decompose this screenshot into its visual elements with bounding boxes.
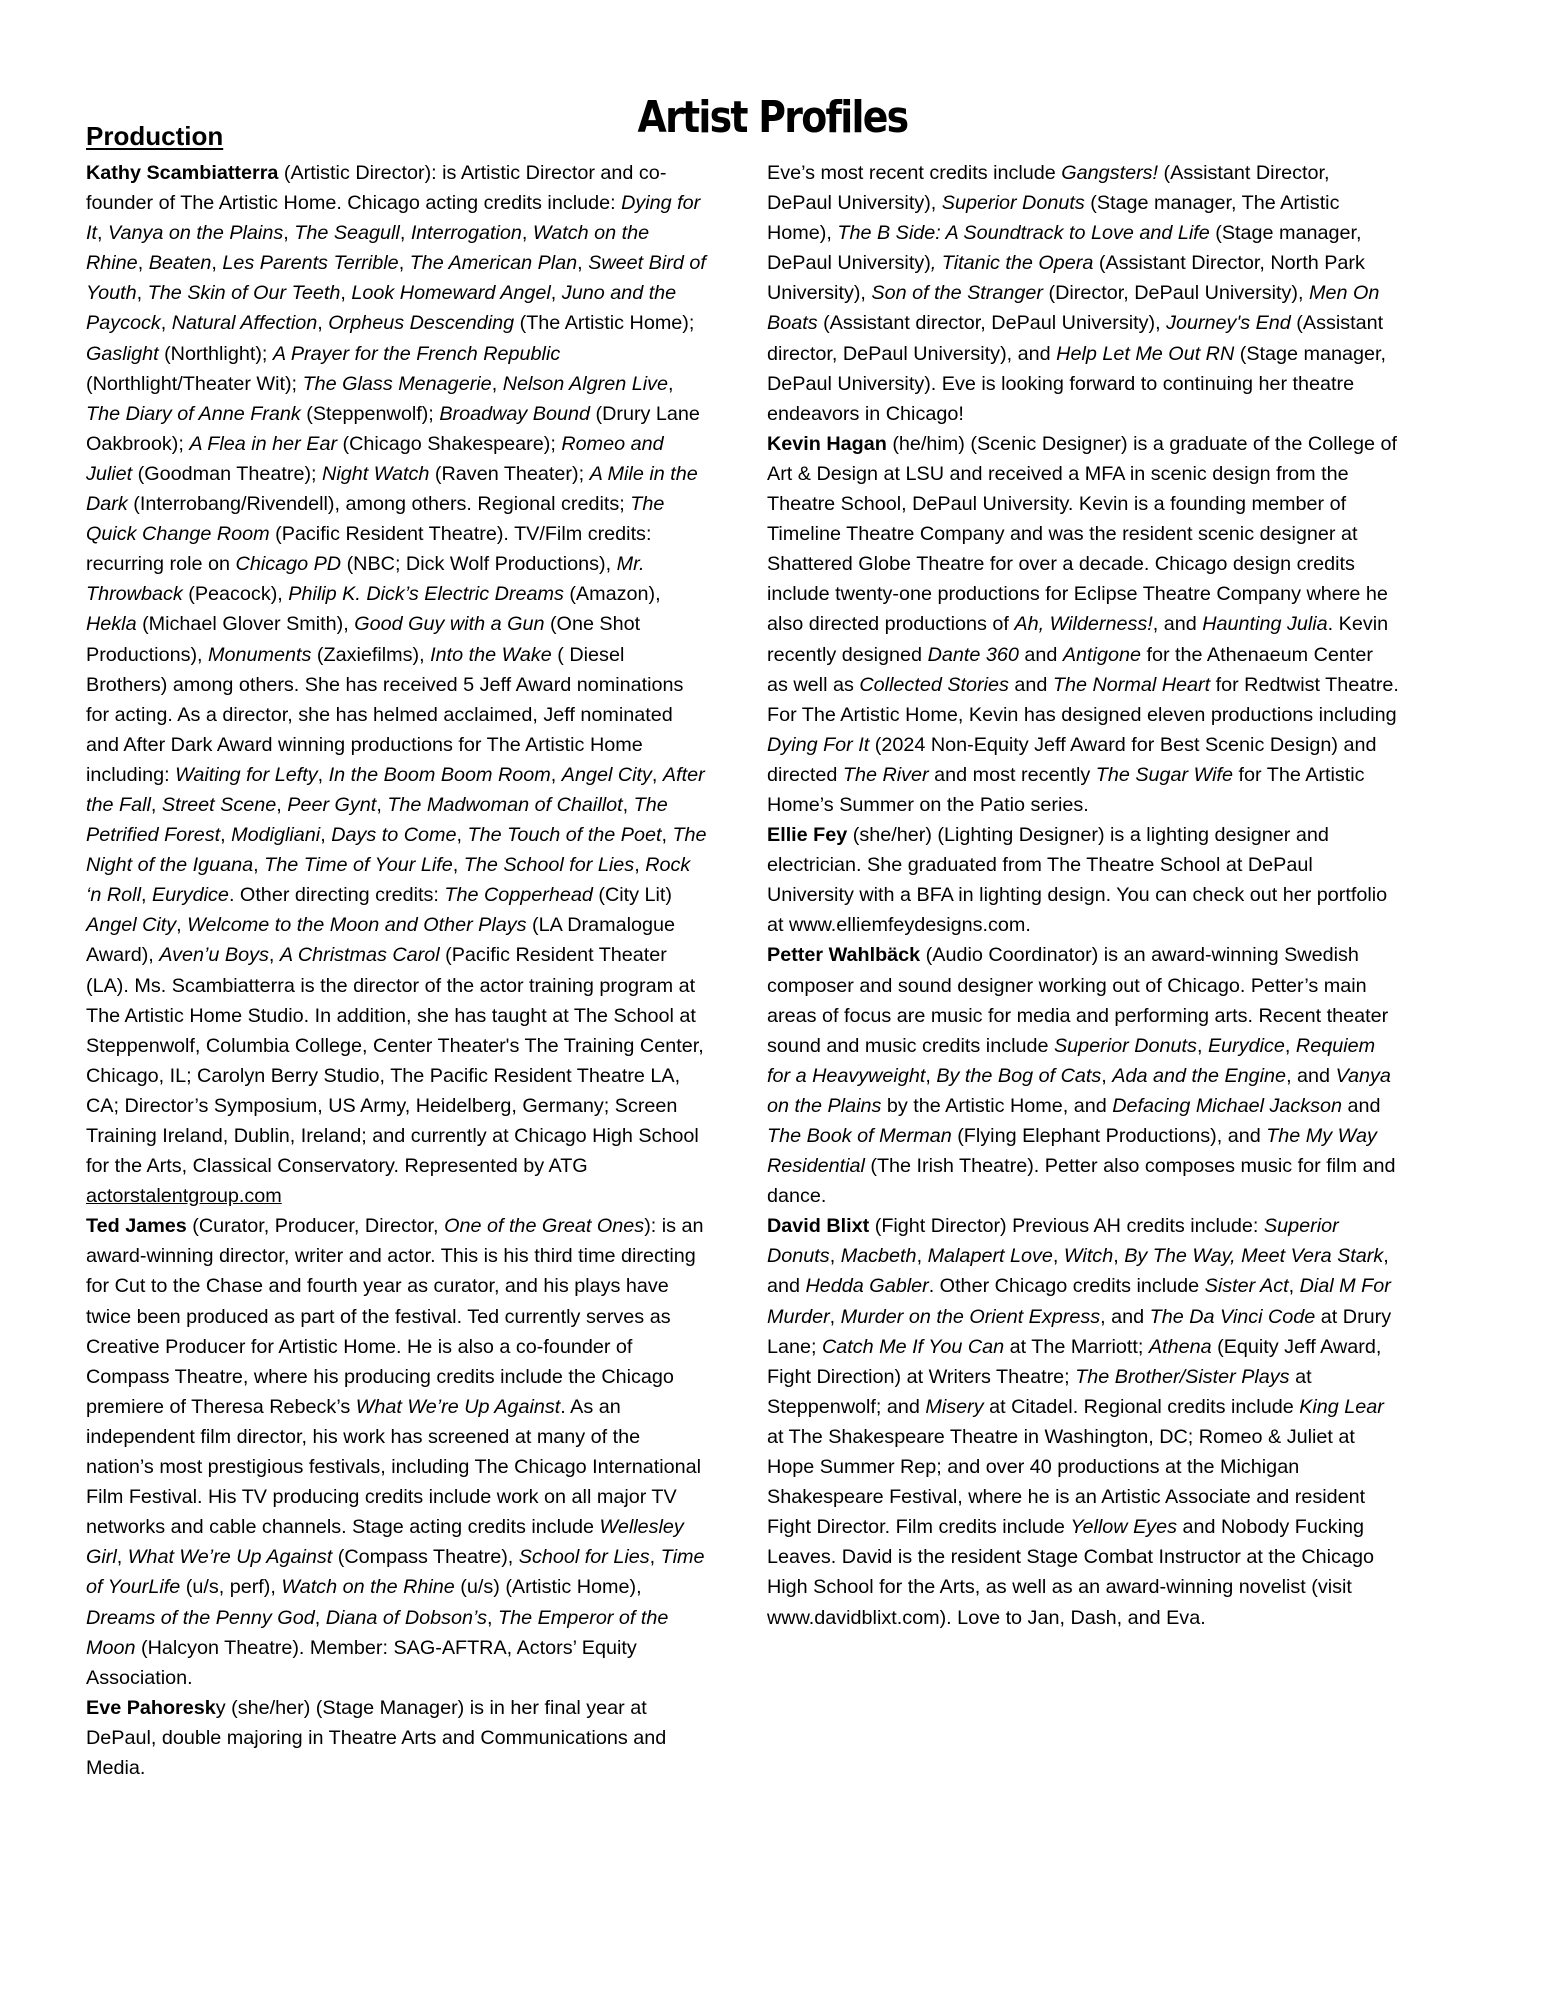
- bio-text: at The Shakespeare Theatre in Washington, DC; Romeo & Juliet at Hope Summer Rep; and over 40 productions at the Michigan Shakespeare Festival, where he is an Artistic Associate and resident Fight Director. Film credits include: [767, 1425, 1366, 1539]
- bio-text: (LA Dramalogue Award),: [86, 914, 675, 967]
- bio-text: (Pacific Resident Theatre). TV/Film credits: recurring role on: [86, 523, 652, 576]
- credit-title: Nelson Algren Live: [502, 372, 668, 395]
- artist-name: Eve Pahoresk: [86, 1696, 216, 1719]
- credit-title: , Titanic the Opera: [930, 252, 1094, 275]
- credit-title: The Book of Merman: [767, 1125, 952, 1147]
- credit-title: King Lear: [1299, 1395, 1384, 1418]
- credit-title: Philip K. Dick’s Electric Dreams: [288, 583, 564, 606]
- bio-text: ,: [1052, 1245, 1064, 1268]
- bio-text: ,: [317, 312, 329, 335]
- bio-text: (Assistant director, DePaul University),: [817, 312, 1167, 335]
- bio-text: y (she/her) (Stage Manager) is in her final year at DePaul, double majoring in Theatre Arts and Communications and Media.: [86, 1696, 667, 1779]
- credit-title: The Brother/Sister Plays: [1075, 1365, 1290, 1388]
- credit-title: The Sugar Wife: [1095, 763, 1234, 786]
- credit-title: School for Lies: [518, 1546, 650, 1569]
- credit-title: Monuments: [208, 643, 312, 666]
- bio-text: (City Lit): [592, 884, 673, 907]
- credit-title: Superior Donuts: [767, 1215, 1339, 1268]
- bio-text: ,: [220, 824, 232, 847]
- bio-text: ,: [829, 1245, 841, 1268]
- bio-text: , and: [1100, 1305, 1150, 1328]
- credit-title: Watch on the Rhine: [86, 222, 650, 275]
- bio-text: (Stage manager, DePaul University): [767, 222, 1362, 275]
- artist-name: Kevin Hagan: [767, 432, 887, 455]
- bio-text: ,: [320, 824, 332, 847]
- artist-name: David Blixt: [767, 1215, 870, 1238]
- bio-text: ,: [1101, 1064, 1113, 1087]
- credit-title: Misery: [925, 1395, 984, 1418]
- bio-text: (One Shot Productions),: [86, 613, 641, 666]
- credit-title: Juno and the Paycock: [86, 282, 677, 335]
- bio-text: ,: [136, 282, 148, 305]
- credit-title: Dying for It: [86, 192, 701, 245]
- bio-text: (Pacific Resident Theater (LA). Ms. Scambiatterra is the director of the actor training program at The Artistic Home Studio. In addition, she has taught at The School at Steppenwolf, Columbia College, Center Theater's The Training Center, Chicago, IL; Carolyn Berry Studio, The Pacific Resident Theatre LA, CA; Director’s Symposium, US Army, Heidelberg, Germany; Screen Training Ireland, Dublin, Ireland; and currently at Chicago High School for the Arts, Classical Conservatory. Represented by ATG: [86, 944, 704, 1178]
- credit-title: Time of YourLife: [86, 1546, 705, 1599]
- artist-bio: [767, 158, 1399, 429]
- bio-text: ,: [314, 1606, 326, 1629]
- bio-text: (Assistant director, DePaul University), and: [767, 312, 1384, 365]
- credit-title: The Quick Change Room: [86, 493, 665, 546]
- bio-text: , and: [1286, 1064, 1336, 1087]
- credit-title: The Diary of Anne Frank: [86, 402, 301, 425]
- credit-title: Into the Wake: [430, 643, 552, 666]
- bio-text: ,: [340, 282, 352, 305]
- credit-title: Vanya on the Plains: [108, 222, 284, 245]
- artist-bio: [767, 940, 1399, 1211]
- bio-text: ,: [140, 884, 152, 907]
- artist-bio: [86, 158, 708, 1211]
- bio-text: (Drury Lane Oakbrook);: [86, 402, 700, 455]
- credit-title: Yellow Eyes: [1070, 1516, 1178, 1539]
- credit-title: Good Guy with a Gun: [354, 613, 545, 636]
- bio-text: ,: [452, 854, 464, 877]
- credit-title: Dial M For Murder: [767, 1275, 1391, 1328]
- credit-title: Defacing Michael Jackson: [1112, 1094, 1343, 1117]
- bio-text: ,: [487, 1606, 498, 1629]
- credit-title: Days to Come: [331, 824, 457, 847]
- bio-text: ,: [577, 252, 589, 275]
- bio-text: ,: [661, 824, 673, 847]
- credit-title: Sister Act: [1204, 1275, 1289, 1298]
- bio-text: at Steppenwolf; and: [767, 1365, 1312, 1418]
- credit-title: The My Way Residential: [767, 1125, 1377, 1178]
- bio-text: ,: [376, 793, 388, 816]
- bio-text: ,: [550, 763, 562, 786]
- bio-text: and: [1008, 673, 1053, 696]
- bio-text: , and: [1152, 613, 1203, 636]
- bio-text: (The Irish Theatre). Petter also composes music for film and dance.: [767, 1155, 1396, 1208]
- artist-name: Kathy Scambiatterra: [86, 162, 279, 184]
- credit-title: The Petrified Forest: [86, 793, 668, 847]
- credit-title: Journey's End: [1166, 312, 1291, 335]
- credit-title: Modigliani: [231, 824, 321, 847]
- website-link[interactable]: actorstalentgroup.com: [86, 1185, 282, 1208]
- credit-title: Look Homeward Angel: [351, 282, 551, 305]
- bio-text: . As an independent film director, his work has screened at many of the nation’s most prestigious festivals, including The Chicago International Film Festival. His TV producing credits include work on all major TV networks and cable channels. Stage acting credits include: [86, 1395, 702, 1539]
- bio-text: ,: [176, 914, 188, 937]
- bio-text: (Northlight/Theater Wit);: [86, 372, 303, 395]
- bio-text: ,: [925, 1064, 937, 1087]
- bio-text: (Chicago Shakespeare);: [337, 432, 562, 455]
- bio-text: ,: [160, 312, 172, 335]
- credit-title: Catch Me If You Can: [822, 1335, 1005, 1358]
- bio-text: at The Marriott;: [1004, 1335, 1149, 1358]
- credit-title: Gangsters!: [1061, 162, 1159, 184]
- credit-title: Hekla: [86, 613, 137, 636]
- bio-text: ,: [97, 222, 108, 245]
- credit-title: Welcome to the Moon and Other Plays: [187, 914, 527, 937]
- credit-title: By the Bog of Cats: [936, 1064, 1102, 1087]
- credit-title: Requiem for a Heavyweight: [767, 1034, 1376, 1087]
- bio-text: (u/s, perf),: [180, 1576, 282, 1599]
- bio-text: (Interrobang/Rivendell), among others. Regional credits;: [127, 493, 631, 516]
- credit-title: Rock ‘n Roll: [86, 854, 691, 907]
- left-column: [86, 158, 708, 1783]
- bio-text: ,: [456, 824, 468, 847]
- credit-title: Night Watch: [322, 462, 430, 485]
- credit-title: Mr. Throwback: [86, 553, 645, 606]
- credit-title: Dreams of the Penny God: [86, 1606, 315, 1629]
- credit-title: Eurydice: [1207, 1034, 1285, 1057]
- bio-text: ): is an award-winning director, writer and actor. This is his third time directing for Cut to the Chase and fourth year as curator, and his plays have twice been produced as part of the festival. Ted currently serves as Creative Producer for Artistic Home. He is also a co-founder of Compass Theatre, where his producing credits include the Chicago premiere of Theresa Rebeck’s: [86, 1215, 704, 1418]
- artist-bio: [767, 429, 1399, 820]
- credit-title: The Seagull: [294, 222, 400, 245]
- credit-title: The B Side: A Soundtrack to Love and Life: [837, 222, 1210, 245]
- bio-text: (Curator, Producer, Director,: [186, 1215, 445, 1238]
- bio-text: for Redtwist Theatre. For The Artistic Home, Kevin has designed eleven productions including: [767, 673, 1399, 726]
- credit-title: Eurydice: [151, 884, 229, 907]
- artist-name: Ted James: [86, 1215, 187, 1238]
- bio-text: and: [1342, 1094, 1381, 1117]
- page-title: Artist Profiles: [637, 92, 908, 143]
- credit-title: Antigone: [1062, 643, 1141, 666]
- credit-title: Men On Boats: [767, 282, 1380, 335]
- credit-title: The Normal Heart: [1052, 673, 1211, 696]
- artist-bio: [767, 820, 1399, 940]
- bio-text: (Northlight);: [158, 342, 273, 365]
- credit-title: Vanya on the Plains: [767, 1064, 1391, 1117]
- bio-text: . Other Chicago credits include: [928, 1275, 1205, 1298]
- credit-title: Haunting Julia: [1202, 613, 1328, 636]
- bio-text: (Compass Theatre),: [332, 1546, 519, 1569]
- credit-title: Sweet Bird of Youth: [86, 252, 706, 305]
- artist-bio: [86, 1693, 708, 1783]
- bio-text: at Citadel. Regional credits include: [983, 1395, 1300, 1418]
- credit-title: In the Boom Boom Room: [328, 763, 551, 786]
- credit-title: Angel City: [561, 763, 652, 786]
- bio-text: and: [1018, 643, 1063, 666]
- credit-title: Street Scene: [161, 793, 277, 816]
- credit-title: Athena: [1148, 1335, 1212, 1358]
- bio-text: ,: [829, 1305, 841, 1328]
- bio-text: and Nobody Fucking Leaves. David is the resident Stage Combat Instructor at the Chicago High School for the Arts, as well as an award-winning novelist (visit www.davidblixt.com). Love to Jan, Dash, and Eva.: [767, 1516, 1374, 1629]
- credit-title: After the Fall: [86, 763, 705, 816]
- credit-title: Ah, Wilderness!: [1014, 613, 1153, 636]
- bio-text: (Director, DePaul University),: [1042, 282, 1309, 305]
- credit-title: Chicago PD: [235, 553, 342, 576]
- credit-title: The Glass Menagerie: [302, 372, 492, 395]
- bio-text: ,: [491, 372, 503, 395]
- credit-title: Les Parents Terrible: [222, 252, 399, 275]
- bio-text: (Zaxiefilms),: [311, 643, 431, 666]
- right-column: [767, 158, 1399, 1633]
- bio-text: ,: [116, 1546, 128, 1569]
- bio-text: (Fight Director) Previous AH credits include:: [869, 1215, 1264, 1238]
- bio-text: (Audio Coordinator) is an award-winning Swedish composer and sound designer working out of Chicago. Petter’s main areas of focus are music for media and performing arts. Recent theater sound and music credits include: [767, 944, 1389, 1057]
- bio-text: (Assistant Director, DePaul University),: [767, 162, 1330, 215]
- credit-title: The American Plan: [409, 252, 578, 275]
- bio-text: ,: [253, 854, 265, 877]
- credit-title: Ada and the Engine: [1112, 1064, 1287, 1087]
- bio-text: (Flying Elephant Productions), and: [951, 1125, 1267, 1147]
- credit-title: Peer Gynt: [287, 793, 377, 816]
- bio-text: ,: [668, 372, 674, 395]
- bio-text: ,: [550, 282, 562, 305]
- credit-title: Broadway Bound: [439, 402, 590, 425]
- credit-title: Murder on the Orient Express: [840, 1305, 1101, 1328]
- bio-text: for The Artistic Home’s Summer on the Patio series.: [767, 763, 1365, 816]
- bio-text: (he/him) (Scenic Designer) is a graduate of the College of Art & Design at LSU and received a MFA in scenic design from the Theatre School, DePaul University. Kevin is a founding member of Timeline Theatre Company and was the resident scenic designer at Shattered Globe Theatre for over a decade. Chicago design credits include twenty-one productions for Eclipse Theatre Company where he also directed productions of: [767, 432, 1397, 636]
- bio-text: (Artistic Director): is Artistic Director and co-founder of The Artistic Home. Chicago acting credits include:: [86, 162, 667, 215]
- bio-text: (Equity Jeff Award, Fight Direction) at Writers Theatre;: [767, 1335, 1382, 1388]
- credit-title: Dying For It: [767, 733, 870, 756]
- credit-title: By The Way, Meet Vera Stark: [1124, 1245, 1384, 1268]
- credit-title: Romeo and Juliet: [86, 432, 664, 485]
- bio-text: ( Diesel Brothers) among others. She has received 5 Jeff Award nominations for acting. As a director, she has helmed acclaimed, Jeff nominated and After Dark Award winning productions for The Artistic Home including:: [86, 643, 684, 786]
- bio-text: ,: [150, 793, 162, 816]
- credit-title: The Touch of the Poet: [467, 824, 662, 847]
- credit-title: The Copperhead: [444, 884, 593, 907]
- credit-title: Beaten: [148, 252, 212, 275]
- credit-title: The Night of the Iguana: [86, 824, 707, 877]
- credit-title: One of the Great Ones: [444, 1215, 645, 1238]
- bio-text: ,: [651, 763, 663, 786]
- bio-text: and most recently: [928, 763, 1096, 786]
- credit-title: A Mile in the Dark: [86, 462, 698, 516]
- bio-text: for the Athenaeum Center as well as: [767, 643, 1373, 696]
- bio-text: at Drury Lane;: [767, 1305, 1392, 1358]
- bio-text: ,: [634, 854, 646, 877]
- bio-text: (u/s) (Artistic Home),: [454, 1576, 642, 1599]
- credit-title: What We’re Up Against: [127, 1546, 333, 1569]
- bio-text: Eve’s most recent credits include: [767, 162, 1062, 184]
- credit-title: Superior Donuts: [1053, 1034, 1197, 1057]
- credit-title: Superior Donuts: [941, 192, 1085, 215]
- credit-title: A Prayer for the French Republic: [272, 342, 561, 365]
- artist-bio: [86, 1211, 708, 1693]
- credit-title: Macbeth: [840, 1245, 917, 1268]
- bio-text: (she/her) (Lighting Designer) is a lighting designer and electrician. She graduated from The Theatre School at DePaul University with a BFA in lighting design. You can check out her portfolio at www.elliemfeydesigns.com.: [767, 824, 1388, 937]
- bio-text: (Michael Glover Smith),: [136, 613, 355, 636]
- bio-text: ,: [622, 793, 634, 816]
- credit-title: Angel City: [86, 914, 177, 937]
- bio-text: (Steppenwolf);: [300, 402, 440, 425]
- section-heading: Production: [86, 121, 224, 151]
- bio-text: ,: [317, 763, 329, 786]
- credit-title: The Madwoman of Chaillot: [387, 793, 623, 816]
- bio-text: ,: [916, 1245, 928, 1268]
- bio-text: (Goodman Theatre);: [132, 462, 323, 485]
- bio-text: (The Artistic Home);: [514, 312, 695, 335]
- credit-title: The Skin of Our Teeth: [147, 282, 341, 305]
- credit-title: Gaslight: [86, 342, 159, 365]
- credit-title: Natural Affection: [171, 312, 318, 335]
- artist-name: Ellie Fey: [767, 824, 848, 847]
- credit-title: Collected Stories: [859, 673, 1009, 696]
- bio-text: ,: [521, 222, 533, 245]
- credit-title: Watch on the Rhine: [281, 1576, 455, 1599]
- bio-text: (Assistant Director, North Park University),: [767, 252, 1365, 305]
- credit-title: Hedda Gabler: [805, 1275, 929, 1298]
- bio-text: (Raven Theater);: [429, 462, 590, 485]
- credit-title: What We’re Up Against: [355, 1395, 561, 1418]
- credit-title: The School for Lies: [463, 854, 635, 877]
- bio-text: ,: [211, 252, 223, 275]
- bio-text: ,: [283, 222, 295, 245]
- credit-title: Son of the Stranger: [871, 282, 1043, 305]
- bio-text: (NBC; Dick Wolf Productions),: [341, 553, 617, 576]
- artist-bio: [767, 1211, 1399, 1632]
- bio-text: ,: [398, 252, 410, 275]
- credit-title: Witch: [1063, 1245, 1114, 1268]
- credit-title: Orpheus Descending: [328, 312, 515, 335]
- bio-text: (Stage manager, The Artistic Home),: [767, 192, 1340, 245]
- credit-title: The Time of Your Life: [264, 854, 453, 877]
- bio-text: , and: [767, 1245, 1389, 1298]
- bio-text: ,: [1113, 1245, 1125, 1268]
- credit-title: Wellesley Girl: [86, 1516, 684, 1569]
- bio-text: . Kevin recently designed: [767, 613, 1389, 666]
- credit-title: Diana of Dobson’s: [325, 1606, 487, 1629]
- credit-title: A Flea in her Ear: [189, 432, 338, 455]
- credit-title: Dante 360: [927, 643, 1019, 666]
- bio-text: (Amazon),: [563, 583, 661, 606]
- artist-name: Petter Wahlbäck: [767, 944, 921, 967]
- credit-title: The Emperor of the Moon: [86, 1606, 669, 1659]
- bio-text: ,: [268, 944, 280, 967]
- credit-title: Help Let Me Out RN: [1056, 342, 1235, 365]
- credit-title: Interrogation: [410, 222, 522, 245]
- credit-title: Malapert Love: [927, 1245, 1053, 1268]
- bio-text: ,: [649, 1546, 661, 1569]
- bio-text: (Peacock),: [182, 583, 289, 606]
- bio-text: ,: [399, 222, 411, 245]
- bio-text: (Halcyon Theatre). Member: SAG-AFTRA, Actors’ Equity Association.: [86, 1636, 637, 1689]
- bio-text: ,: [137, 252, 149, 275]
- bio-text: (2024 Non-Equity Jeff Award for Best Scenic Design) and directed: [767, 733, 1377, 786]
- bio-text: ,: [1284, 1034, 1296, 1057]
- credit-title: Waiting for Lefty: [175, 763, 318, 786]
- credit-title: A Christmas Carol: [279, 944, 440, 967]
- bio-text: by the Artistic Home, and: [881, 1094, 1113, 1117]
- credit-title: The River: [842, 763, 929, 786]
- credit-title: Aven’u Boys: [159, 944, 269, 967]
- bio-text: ,: [276, 793, 288, 816]
- bio-text: . Other directing credits:: [228, 884, 445, 907]
- credit-title: The Da Vinci Code: [1149, 1305, 1316, 1328]
- bio-text: (Stage manager, DePaul University). Eve is looking forward to continuing her theatre endeavors in Chicago!: [767, 342, 1387, 425]
- bio-text: ,: [1196, 1034, 1208, 1057]
- bio-text: ,: [1288, 1275, 1300, 1298]
